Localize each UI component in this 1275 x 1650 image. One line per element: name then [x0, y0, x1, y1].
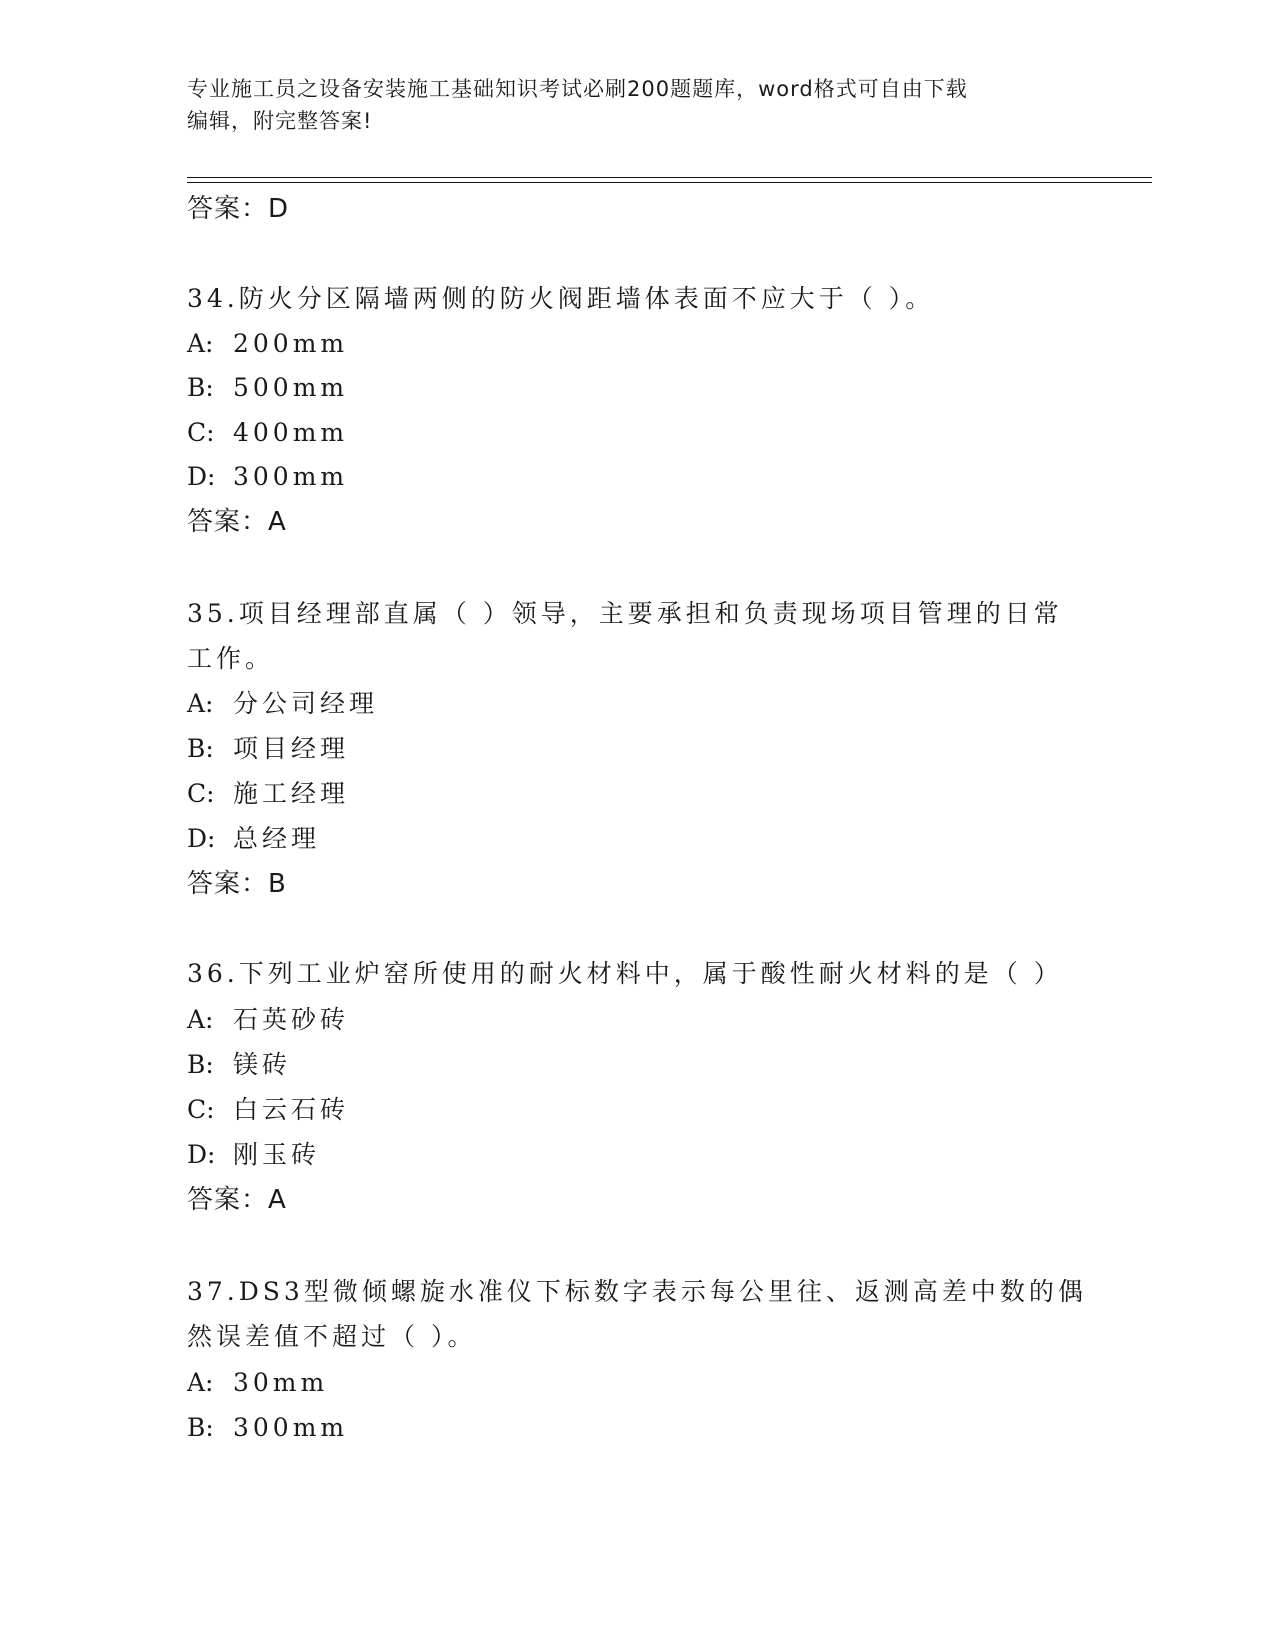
question-35-option-d: [187, 822, 320, 856]
option-text: 500mm: [233, 373, 349, 402]
question-36-answer: 答案：A: [187, 1185, 287, 1215]
option-letter: A:: [187, 329, 214, 358]
question-36-option-a: [187, 1003, 349, 1037]
option-text: 30mm: [233, 1368, 329, 1397]
question-35-answer: 答案：B: [187, 869, 287, 899]
option-text: 分公司经理: [233, 689, 379, 718]
question-35-stem-line-1: 35.项目经理部直属（ ）领导，主要承担和负责现场项目管理的日常: [187, 599, 1063, 628]
option-letter: A:: [187, 1368, 214, 1397]
question-35-option-b: [187, 732, 349, 766]
option-text: 总经理: [233, 824, 321, 853]
question-35-stem-line-2: 工作。: [187, 644, 275, 673]
question-36-stem: 36.下列工业炉窑所使用的耐火材料中，属于酸性耐火材料的是（ ）: [187, 959, 1063, 988]
header-divider-top: [187, 177, 1152, 178]
option-letter: B:: [187, 1413, 214, 1442]
question-34-option-a: [187, 327, 348, 361]
question-34-stem: 34.防火分区隔墙两侧的防火阀距墙体表面不应大于（ ）。: [187, 284, 935, 313]
header-title-line-2: 编辑，附完整答案!: [187, 109, 373, 133]
question-36-option-b: [187, 1048, 291, 1082]
option-text: 镁砖: [233, 1050, 292, 1079]
question-37-option-b: [187, 1411, 348, 1445]
option-text: 白云石砖: [233, 1095, 350, 1124]
option-letter: B:: [187, 1050, 214, 1079]
question-36-option-d: [187, 1138, 320, 1172]
document-header: [187, 73, 1087, 137]
option-letter: B:: [187, 734, 214, 763]
question-37-stem-line-2: 然误差值不超过（ ）。: [187, 1322, 477, 1351]
option-text: 400mm: [233, 418, 349, 447]
question-37-option-a: [187, 1366, 328, 1400]
question-35-option-c: [187, 777, 349, 811]
question-35-option-a: [187, 687, 378, 721]
option-letter: D:: [187, 462, 216, 491]
question-36-option-c: [187, 1093, 349, 1127]
option-letter: C:: [187, 1095, 215, 1124]
option-letter: C:: [187, 779, 215, 808]
question-37-stem-line-1: 37.DS3型微倾螺旋水准仪下标数字表示每公里往、返测高差中数的偶: [187, 1277, 1087, 1306]
question-34-option-d: [187, 460, 348, 494]
option-letter: A:: [187, 1005, 214, 1034]
option-text: 石英砂砖: [233, 1005, 350, 1034]
option-text: 300mm: [233, 1413, 349, 1442]
option-letter: B:: [187, 373, 214, 402]
option-letter: D:: [187, 1140, 216, 1169]
question-34-answer: 答案：A: [187, 507, 287, 537]
option-text: 300mm: [233, 462, 349, 491]
option-letter: A:: [187, 689, 214, 718]
header-divider-bottom: [187, 182, 1152, 183]
option-letter: D:: [187, 824, 216, 853]
option-letter: C:: [187, 418, 215, 447]
option-text: 刚玉砖: [233, 1140, 321, 1169]
previous-answer: 答案：D: [187, 194, 290, 224]
header-title-line-1: 专业施工员之设备安装施工基础知识考试必刷200题题库，word格式可自由下载: [187, 77, 968, 101]
question-34-option-c: [187, 416, 348, 450]
question-34-option-b: [187, 371, 348, 405]
option-text: 施工经理: [233, 779, 350, 808]
option-text: 200mm: [233, 329, 349, 358]
option-text: 项目经理: [233, 734, 350, 763]
